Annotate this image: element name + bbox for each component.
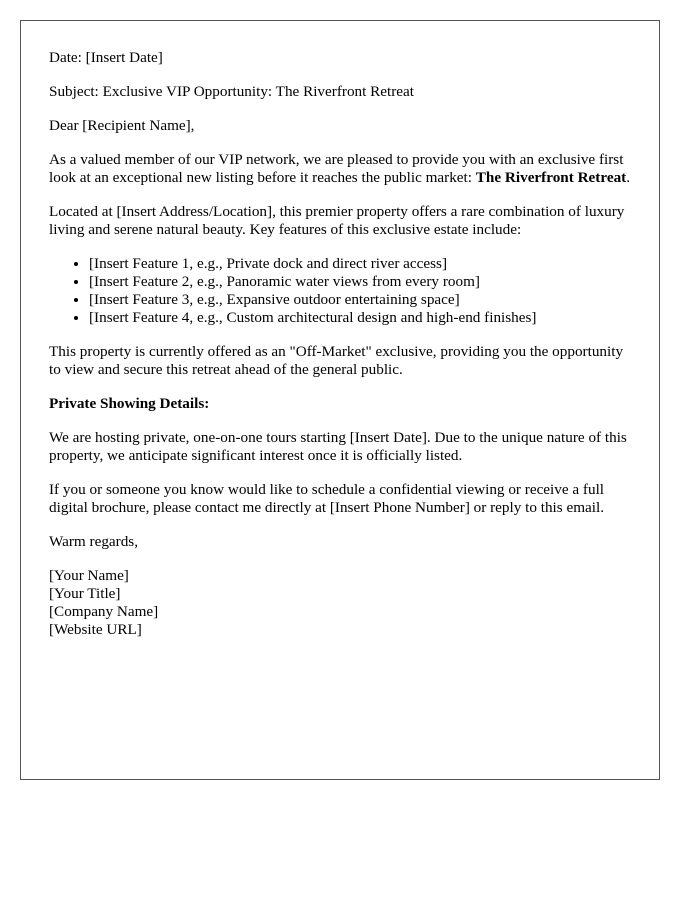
- property-name: The Riverfront Retreat: [475, 169, 627, 186]
- signature-block: [49, 567, 631, 639]
- feature-item: • [Insert Feature 2, e.g., Panoramic water views from every room]: [89, 273, 631, 291]
- letter-container: [20, 20, 660, 780]
- location-paragraph: Located at [Insert Address/Location], this premier property offers a rare combination of luxury living and serene natural beauty. Key features of this exclusive estate include:: [49, 203, 625, 238]
- intro-text: As a valued member of our VIP network, we are pleased to provide you with an exclusive first look at an exceptional new listing before it reaches the public market:: [49, 151, 624, 186]
- signature-name: [Your Name]: [49, 567, 129, 584]
- showing-heading-text: Private Showing Details:: [49, 395, 210, 412]
- date-line: Date: [Insert Date]: [49, 49, 163, 66]
- showing-heading: [49, 395, 631, 413]
- signature-website: [Website URL]: [49, 621, 142, 638]
- feature-item: • [Insert Feature 4, e.g., Custom architectural design and high-end finishes]: [89, 309, 631, 327]
- intro-end: .: [626, 169, 631, 186]
- intro-paragraph: [49, 151, 631, 187]
- feature-item: • [Insert Feature 3, e.g., Expansive outdoor entertaining space]: [89, 291, 631, 309]
- salutation: Dear [Recipient Name],: [49, 117, 195, 134]
- subject-line: Subject: Exclusive VIP Opportunity: The Riverfront Retreat: [49, 83, 414, 100]
- signature-company: [Company Name]: [49, 603, 159, 620]
- features-list: [49, 255, 631, 327]
- signature-title: [Your Title]: [49, 585, 121, 602]
- feature-item: • [Insert Feature 1, e.g., Private dock and direct river access]: [89, 255, 631, 273]
- contact-paragraph: If you or someone you know would like to schedule a confidential viewing or receive a full digital brochure, please contact me directly at [Insert Phone Number] or reply to this email.: [49, 481, 605, 516]
- closing: Warm regards,: [49, 533, 139, 550]
- offmarket-paragraph: This property is currently offered as an "Off-Market" exclusive, providing you the opportunity to view and secure this retreat ahead of the general public.: [49, 343, 624, 378]
- showing-paragraph: We are hosting private, one-on-one tours starting [Insert Date]. Due to the unique nature of this property, we anticipate significant interest once it is officially listed.: [49, 429, 627, 464]
